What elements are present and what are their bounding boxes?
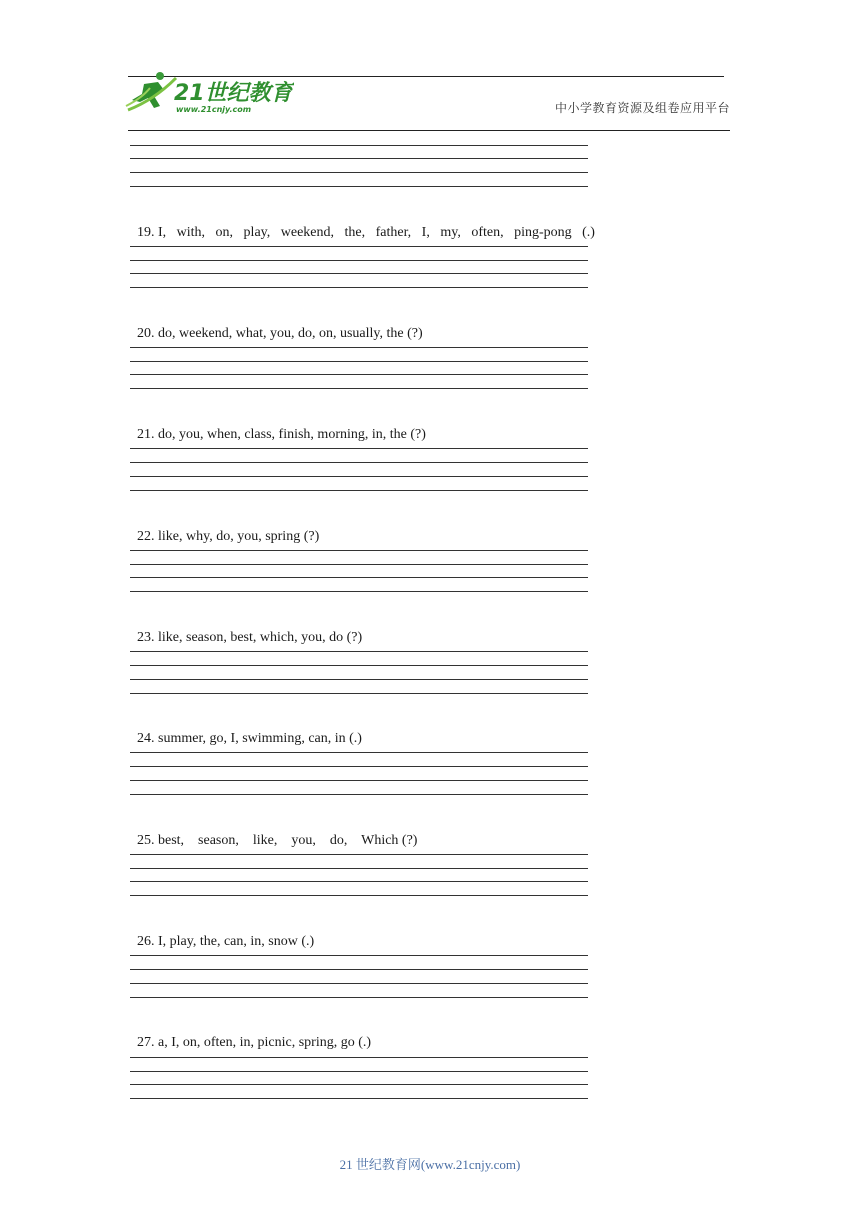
- answer-line[interactable]: [130, 955, 588, 956]
- answer-line[interactable]: [130, 679, 588, 680]
- question-text: do, weekend, what, you, do, on, usually, the (?): [158, 326, 423, 341]
- answer-line[interactable]: [130, 591, 588, 592]
- answer-line[interactable]: [130, 564, 588, 565]
- answer-line[interactable]: [130, 895, 588, 896]
- answer-line[interactable]: [130, 651, 588, 652]
- answer-line[interactable]: [130, 347, 588, 348]
- answer-line[interactable]: [130, 260, 588, 261]
- answer-line[interactable]: [130, 766, 588, 767]
- logo-21cnjy: [124, 70, 294, 116]
- answer-line[interactable]: [130, 287, 588, 288]
- question-23: [130, 614, 362, 646]
- logo-url: www.21cnjy.com: [176, 105, 252, 114]
- logo-wordmark: 21世纪教育: [174, 81, 293, 106]
- answer-line[interactable]: [130, 246, 588, 247]
- answer-line[interactable]: [130, 462, 588, 463]
- answer-line[interactable]: [130, 1098, 588, 1099]
- question-number: 27.: [137, 1035, 155, 1050]
- running-figure-icon: [126, 72, 176, 110]
- answer-line[interactable]: [130, 983, 588, 984]
- question-19: [130, 209, 595, 241]
- answer-line[interactable]: [130, 794, 588, 795]
- answer-line[interactable]: [130, 969, 588, 970]
- question-text: like, why, do, you, spring (?): [158, 529, 320, 544]
- question-number: 22.: [137, 529, 155, 544]
- question-text: I, with, on, play, weekend, the, father, I, my, often, ping-pong (.): [158, 225, 595, 240]
- question-number: 26.: [137, 934, 155, 949]
- answer-line[interactable]: [130, 997, 588, 998]
- answer-line: [130, 145, 588, 146]
- question-24: [130, 715, 362, 747]
- answer-line[interactable]: [130, 752, 588, 753]
- answer-line[interactable]: [130, 374, 588, 375]
- answer-line[interactable]: [130, 361, 588, 362]
- answer-line[interactable]: [130, 448, 588, 449]
- question-text: like, season, best, which, you, do (?): [158, 630, 363, 645]
- answer-line[interactable]: [130, 577, 588, 578]
- question-21: [130, 411, 426, 443]
- question-number: 23.: [137, 630, 155, 645]
- answer-line[interactable]: [130, 780, 588, 781]
- question-text: best, season, like, you, do, Which (?): [158, 833, 418, 848]
- answer-line[interactable]: [130, 693, 588, 694]
- question-number: 20.: [137, 326, 155, 341]
- answer-line[interactable]: [130, 881, 588, 882]
- answer-line[interactable]: [130, 868, 588, 869]
- answer-line: [130, 158, 588, 159]
- question-number: 21.: [137, 427, 155, 442]
- question-22: [130, 513, 319, 545]
- answer-line[interactable]: [130, 273, 588, 274]
- answer-line: [130, 172, 588, 173]
- question-26: [130, 918, 314, 950]
- answer-line[interactable]: [130, 490, 588, 491]
- question-text: I, play, the, can, in, snow (.): [158, 934, 315, 949]
- question-text: summer, go, I, swimming, can, in (.): [158, 731, 362, 746]
- answer-line[interactable]: [130, 1057, 588, 1058]
- answer-line[interactable]: [130, 388, 588, 389]
- answer-line[interactable]: [130, 1084, 588, 1085]
- question-text: do, you, when, class, finish, morning, in, the (?): [158, 427, 426, 442]
- header-tagline: 中小学教育资源及组卷应用平台: [554, 101, 730, 115]
- answer-line[interactable]: [130, 854, 588, 855]
- answer-line[interactable]: [130, 550, 588, 551]
- question-20: [130, 310, 423, 342]
- question-text: a, I, on, often, in, picnic, spring, go (.): [158, 1035, 372, 1050]
- answer-line[interactable]: [130, 665, 588, 666]
- question-number: 19.: [137, 225, 155, 240]
- answer-line[interactable]: [130, 1071, 588, 1072]
- footer-link[interactable]: 21 世纪教育网(www.21cnjy.com): [339, 1157, 521, 1172]
- question-number: 25.: [137, 833, 155, 848]
- question-number: 24.: [137, 731, 155, 746]
- answer-line: [130, 186, 588, 187]
- question-27: [130, 1019, 371, 1051]
- question-25: [130, 817, 417, 849]
- header-bottom-rule: [128, 130, 730, 131]
- answer-line[interactable]: [130, 476, 588, 477]
